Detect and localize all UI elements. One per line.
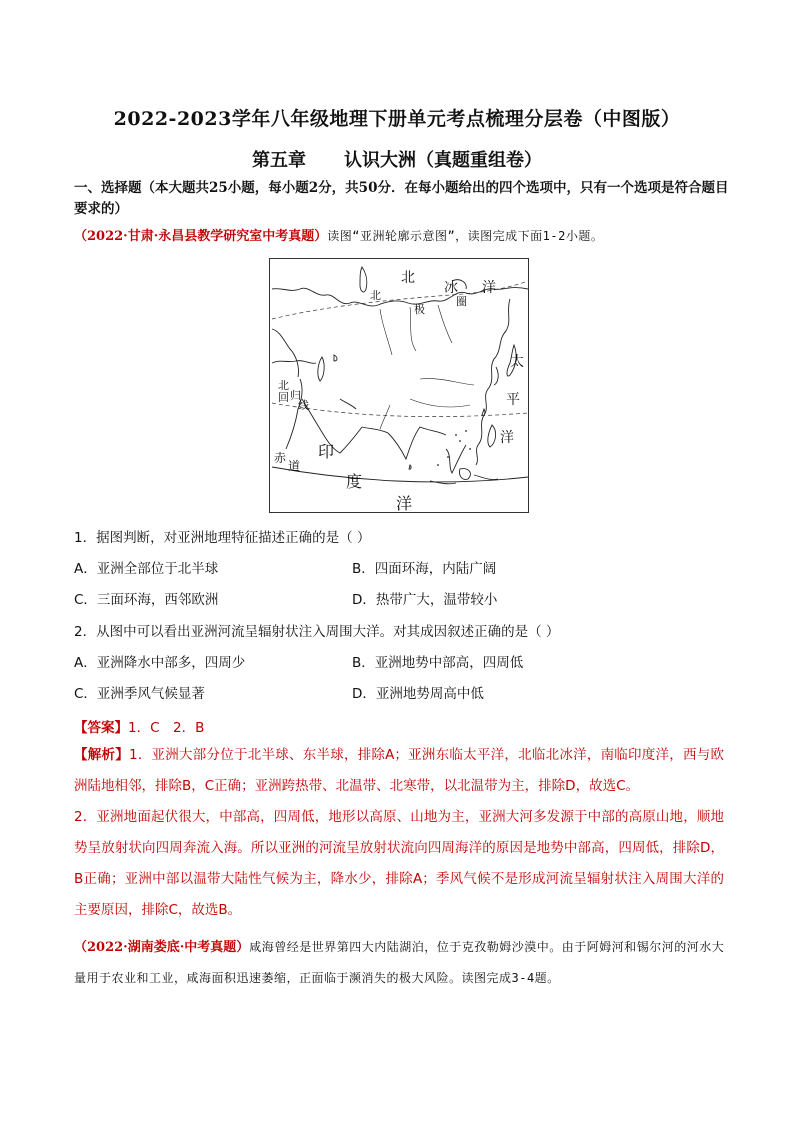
analysis-label: 【解析】 [74, 747, 129, 763]
map-label-quan: 圈 [456, 295, 467, 308]
question-2-stem: 2．从图中可以看出亚洲河流呈辐射状注入周围大洋。对其成因叙述正确的是（ ） [74, 624, 560, 640]
group1-intro [74, 226, 734, 247]
chapter-name: 认识大洲（真题重组卷） [344, 150, 542, 171]
map-label-bei: 北 [401, 270, 415, 286]
asia-map-svg [270, 259, 529, 513]
analysis-2: 2．亚洲地面起伏很大，中部高，四周低，地形以高原、山地为主，亚洲大河多发源于中部的高原山地，顺地势呈放射状向四周奔流入海。所以亚洲的河流呈放射状流向四周海洋的原因是地势中部高，四周低，排除D，B正确；亚洲中部以温带大陆性气候为主，降水少，排除A；季风气候不是形成河流呈辐射状注入周围大洋的主要原因，排除C，故选B。 [74, 809, 724, 918]
map-label-dao: 道 [288, 459, 301, 473]
group2-source: （2022·湖南娄底·中考真题） [74, 940, 250, 955]
map-label-ji: 极 [414, 303, 425, 316]
question-2-option-c[interactable]: C．亚洲季风气候显著 [74, 686, 205, 702]
map-label-huigui-xian: 线 [298, 399, 309, 412]
question-1-option-d[interactable]: D．热带广大，温带较小 [352, 592, 498, 608]
answer-text: 1．C 2．B [128, 720, 205, 736]
map-label-tai: 太 [510, 354, 524, 370]
group2-intro-text: 咸海曾经是世界第四大内陆湖泊，位于克孜勒姆沙漠中。由于阿姆河和锡尔河的河水大量用于农业和工业，咸海面积迅速萎缩，正面临于濒消失的极大风险。读图完成3-4题。 [74, 940, 725, 985]
map-label-ping: 平 [506, 392, 520, 408]
map-label-bei2: 北 [370, 289, 381, 302]
map-label-yang-p: 洋 [500, 430, 514, 446]
group2-intro [74, 932, 734, 994]
map-label-yang-n: 洋 [482, 280, 496, 296]
analysis-1 [74, 740, 724, 802]
analysis-1-text: 1．亚洲大部分位于北半球、东半球，排除A；亚洲东临太平洋，北临北冰洋，南临印度洋，西与欧洲陆地相邻，排除B，C正确；亚洲跨热带、北温带、北寒带，以北温带为主，排除D，故选C。 [74, 747, 725, 794]
map-label-du: 度 [346, 472, 363, 491]
map-label-yang-i: 洋 [396, 494, 413, 513]
asia-outline-map [269, 258, 529, 513]
map-label-huigui-bei: 北 [278, 379, 289, 392]
map-label-chi: 赤 [274, 451, 287, 465]
question-2-option-d[interactable]: D．亚洲地势周高中低 [352, 686, 484, 702]
document-title: 2022-2023学年八年级地理下册单元考点梳理分层卷（中图版） [113, 108, 681, 130]
group1-source: （2022·甘肃·永昌县教学研究室中考真题） [74, 229, 328, 244]
map-label-huigui-hui: 回 [278, 391, 289, 404]
question-1-option-c[interactable]: C．三面环海，西邻欧洲 [74, 592, 219, 608]
question-1-option-a[interactable]: A．亚洲全部位于北半球 [74, 561, 219, 577]
chapter-number: 第五章 [252, 150, 306, 171]
answer-line [74, 716, 204, 736]
section-heading: 一、选择题（本大题共25小题，每小题2分，共50分．在每小题给出的四个选项中，只有一个选项是符合题目要求的） [74, 180, 729, 217]
question-1-stem: 1．据图判断，对亚洲地理特征描述正确的是（ ） [74, 530, 371, 546]
map-label-bing: 冰 [444, 280, 458, 296]
chapter-title [0, 146, 794, 172]
map-label-yin: 印 [318, 442, 335, 461]
group1-intro-text: 读图“亚洲轮廓示意图”，读图完成下面1-2小题。 [327, 229, 604, 243]
map-label-huigui-gui: 归 [290, 389, 301, 402]
question-2-option-b[interactable]: B．亚洲地势中部高，四周低 [352, 655, 524, 671]
question-1-option-b[interactable]: B．四面环海，内陆广阔 [352, 561, 497, 577]
answer-label: 【答案】 [74, 720, 128, 736]
question-2-option-a[interactable]: A．亚洲降水中部多，四周少 [74, 655, 246, 671]
